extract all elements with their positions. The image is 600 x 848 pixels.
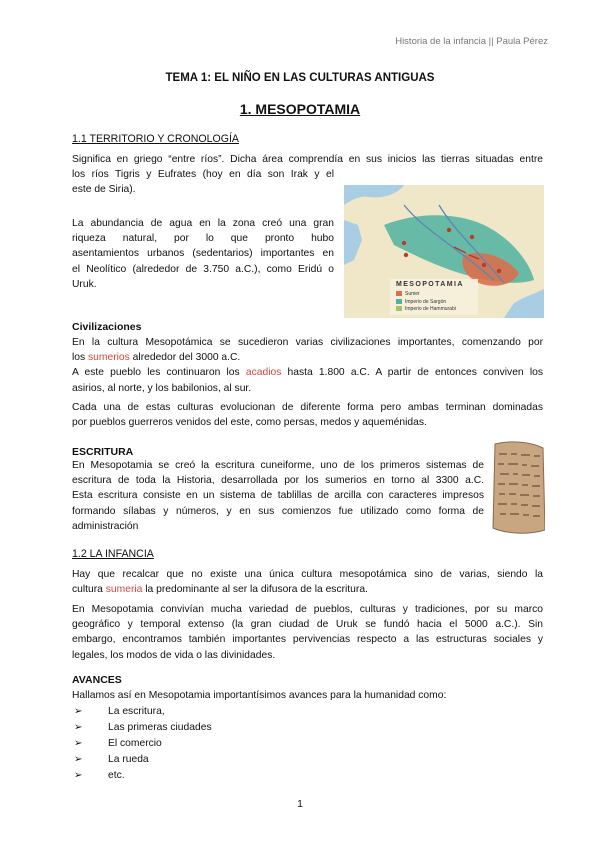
paragraph-avances-intro: Hallamos así en Mesopotamia importantísimos avances para la humanidad como: <box>72 690 447 701</box>
map-legend <box>396 291 456 314</box>
highlight-acadios: acadios <box>245 367 282 379</box>
arrow-bullet-icon: ➢ <box>74 722 83 733</box>
page-header: Historia de la infancia || Paula Pérez <box>395 36 548 47</box>
highlight-sumeria: sumeria <box>105 584 143 596</box>
paragraph-civilizaciones: En la cultura Mesopotámica se sucedieron varias civilizaciones importantes, comenzando por los sumerios alrededor del 3000 a.C. A este pueblo les continuaron los acadios hasta 1.800 a.C. A partir de entonces conviven los asirios, al norte, y los babilonios, al sur. <box>72 337 543 394</box>
map-title: MESOPOTAMIA <box>396 281 464 288</box>
arrow-bullet-icon: ➢ <box>74 754 83 765</box>
paragraph-infancia-1: Hay que recalcar que no existe una única cultura mesopotámica sino de varias, siendo la cultura sumeria la predominante al ser la difusora de la escritura. <box>72 569 543 596</box>
topic-title: TEMA 1: EL NIÑO EN LAS CULTURAS ANTIGUAS <box>165 72 435 84</box>
section-title: 1. MESOPOTAMIA <box>239 101 361 117</box>
legend-item: Imperio de Hammurabi <box>396 306 456 314</box>
paragraph-infancia-2: En Mesopotamia convivían mucha variedad de pueblos, culturas y tradiciones, por su marco geográfico y temporal extenso (la gran ciudad de Uruk se fundó hacia el 5000 a.C.). Sin embargo, encontramos también importantes pervivencias respecto a las estructuras sociales y legales, los modos de vida o las divinidades. <box>72 604 543 661</box>
paragraph-significado: Significa en griego “entre ríos”. Dicha área comprendía en sus inicios las tierras situadas entre los ríos Tigris y Eufrates (hoy en día son Irak y el este de Siria). <box>72 154 543 196</box>
paragraph-culturas: Cada una de estas culturas evolucionan de diferente forma pero ambas terminan dominadas por pueblos guerreros venidos del este, como persas, medos y aqueménidas. <box>72 402 543 429</box>
arrow-bullet-icon: ➢ <box>74 770 83 781</box>
heading-civilizaciones: Civilizaciones <box>72 321 142 333</box>
highlight-sumerios: sumerios <box>88 352 130 364</box>
page-number: 1 <box>297 798 303 810</box>
legend-item: Sumer <box>396 291 456 299</box>
paragraph-escritura: En Mesopotamia se creó la escritura cuneiforme, uno de los primeros sistemas de escritura de toda la Historia, desarrollada por los sumerios en torno al 3300 a.C. Esta escritura consiste en un sistema de tablillas de arcilla con caracteres impresos formando sílabas y números, y en sus comienzos fue utilizado como forma de administración <box>72 460 484 532</box>
heading-territorio: 1.1 TERRITORIO Y CRONOLOGÍA <box>72 133 239 145</box>
cuneiform-tablet-image <box>491 440 545 535</box>
arrow-bullet-icon: ➢ <box>74 706 83 717</box>
document-page: Historia de la infancia || Paula Pérez TEMA 1: EL NIÑO EN LAS CULTURAS ANTIGUAS 1. MESOPOTAMIA 1.1 TERRITORIO Y CRONOLOGÍA Significa en griego “entre ríos”. Dicha área comprendía en sus inicios las tierras situadas entre los ríos Tigris y Eufrates (hoy en día son Irak y el este de Siria). La abundancia de agua en la zona creó una gran riqueza natural, por lo que pronto hubo asentamientos urbanos (sedentarios) importantes en el Neolítico (alrededor de 3.750 a.C.), como Eridú o Uruk. MESOPOTAMIA Sumer Imperio de Sargón Imperio de Hammurabi Civilizaciones En la cultura Mesopotámica se sucedieron varias civilizaciones importantes, comenzando por los sumerios alrededor del 3000 a.C. A este pueblo les continuaron los acadios hasta 1.800 a.C. A partir de entonces conviven los asirios, al norte, y los babilonios, al sur. Cada una de estas culturas evolucionan de diferente forma pero ambas terminan dominadas por pueblos guerreros venidos del este, como persas, medos y aqueménidas. ESCRITURA En Mesopotamia se creó la escritura cuneiforme, uno de los primeros sistemas de escritura de toda la Historia, desarrollada por los sumerios en torno al 3300 a.C. Esta escritura consiste en un sistema de tablillas de arcilla con caracteres impresos formando sílabas y números, y en sus comienzos fue utilizado como forma de administración 1.2 LA INFANCIA Hay que recalcar que no existe una única cultura mesopotámica sino de varias, siendo la cultura sumeria la predominante al ser la difusora de la escritura. En Mesopotamia convivían mucha variedad de pueblos, culturas y tradiciones, por su marco geográfico y temporal extenso (la gran ciudad de Uruk se fundó hacia el 5000 a.C.). Sin embargo, encontramos también importantes pervivencias respecto a las estructuras sociales y legales, los modos de vida o las divinidades. AVANCES Hallamos así en Mesopotamia importantísimos avances para la humanidad como: ➢ La escritura, ➢ Las primeras ciudades ➢ El comercio ➢ La rueda ➢ etc. 1 <box>0 0 600 848</box>
heading-avances: AVANCES <box>72 674 122 686</box>
heading-escritura: ESCRITURA <box>72 446 134 458</box>
paragraph-abundancia: La abundancia de agua en la zona creó una gran riqueza natural, por lo que pronto hubo asentamientos urbanos (sedentarios) importantes en el Neolítico (alrededor de 3.750 a.C.), como Eridú o Uruk. <box>72 218 334 290</box>
arrow-bullet-icon: ➢ <box>74 738 83 749</box>
heading-infancia: 1.2 LA INFANCIA <box>72 548 154 560</box>
legend-item: Imperio de Sargón <box>396 299 456 307</box>
mesopotamia-map <box>344 185 544 318</box>
